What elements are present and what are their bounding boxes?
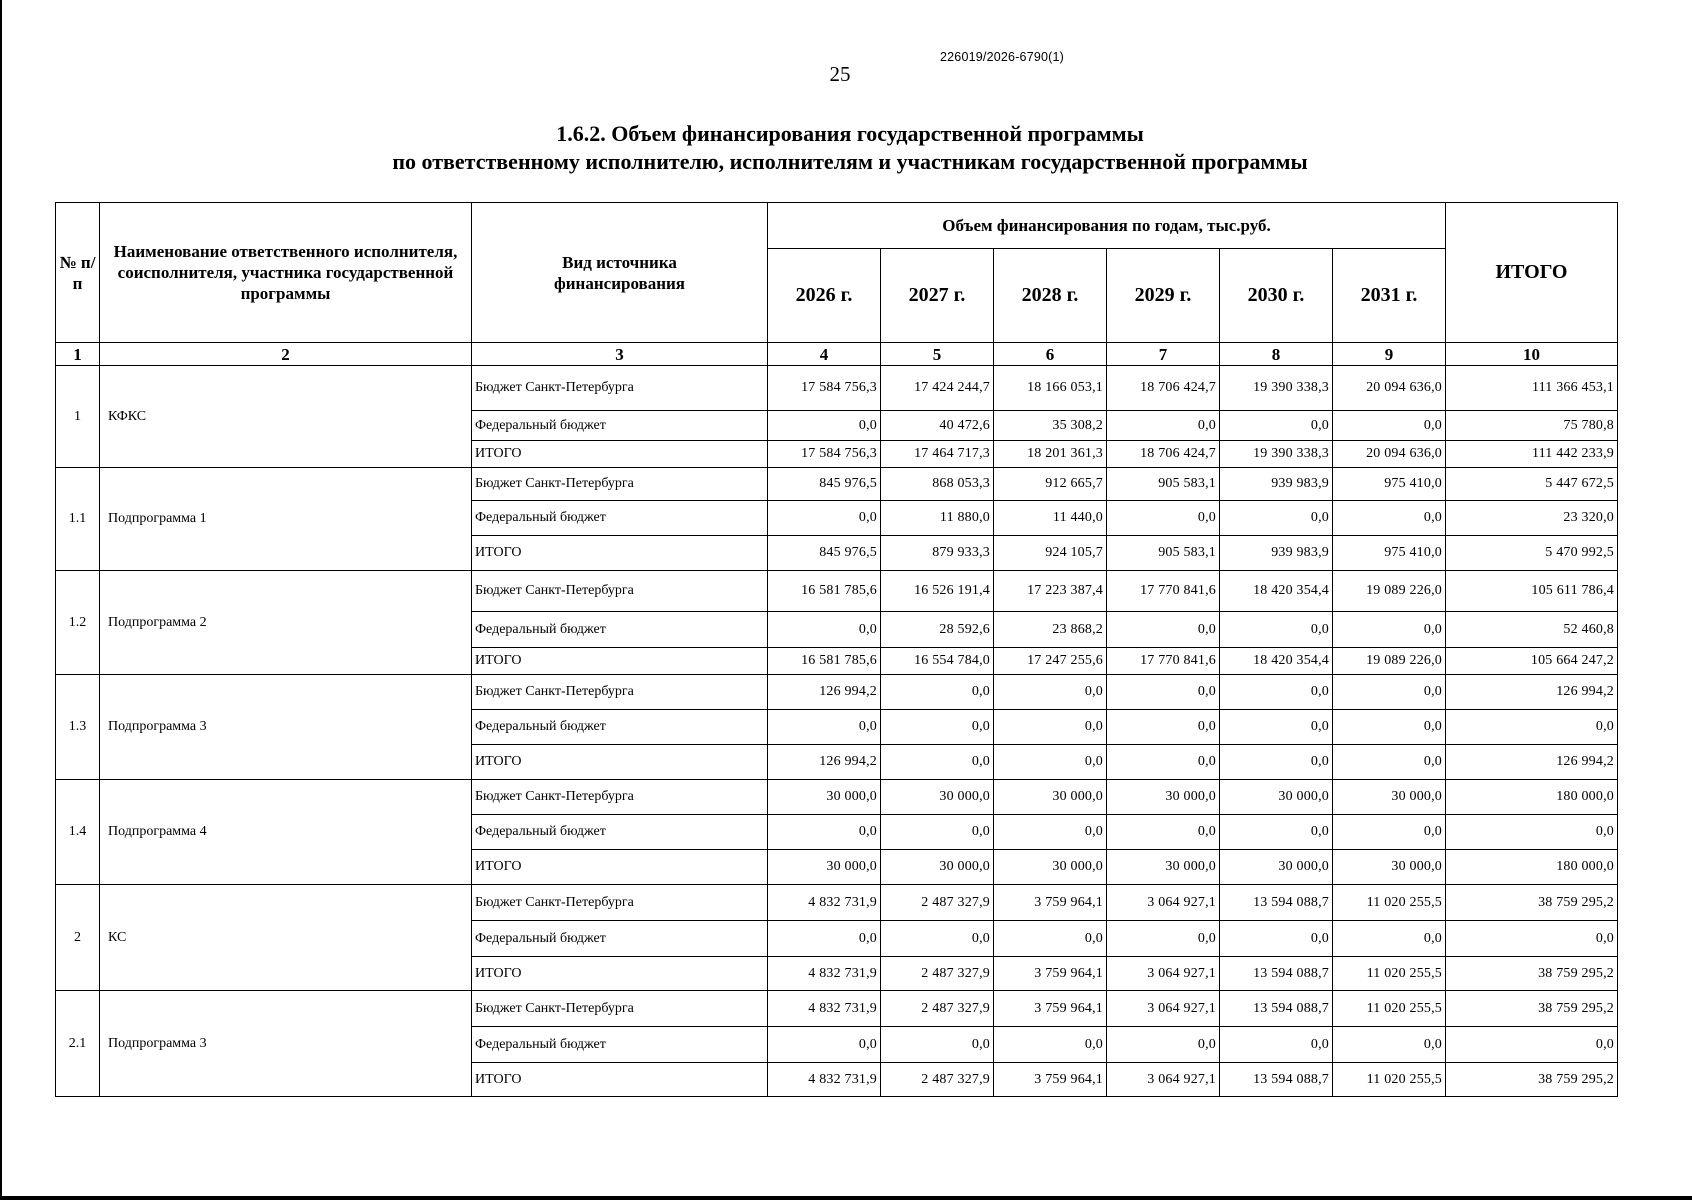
- year-amount: 2 487 327,9: [881, 885, 994, 921]
- row-total: 75 780,8: [1446, 411, 1618, 441]
- funding-source: Федеральный бюджет: [472, 411, 768, 441]
- year-amount: 4 832 731,9: [768, 991, 881, 1027]
- funding-source: Федеральный бюджет: [472, 612, 768, 648]
- year-amount: 0,0: [1333, 675, 1446, 710]
- year-amount: 845 976,5: [768, 536, 881, 571]
- year-amount: 0,0: [1107, 675, 1220, 710]
- year-amount: 3 064 927,1: [1107, 885, 1220, 921]
- funding-source: Бюджет Санкт-Петербурга: [472, 991, 768, 1027]
- row-total: 111 442 233,9: [1446, 441, 1618, 468]
- year-amount: 0,0: [1220, 411, 1333, 441]
- year-amount: 0,0: [1107, 1027, 1220, 1063]
- funding-source: ИТОГО: [472, 745, 768, 780]
- row-total: 5 470 992,5: [1446, 536, 1618, 571]
- scan-edge-bottom: [0, 1196, 1692, 1200]
- year-amount: 30 000,0: [1107, 850, 1220, 885]
- header-total: ИТОГО: [1446, 203, 1618, 343]
- funding-source: Бюджет Санкт-Петербурга: [472, 780, 768, 815]
- year-amount: 0,0: [994, 675, 1107, 710]
- year-amount: 3 064 927,1: [1107, 991, 1220, 1027]
- year-amount: 0,0: [881, 1027, 994, 1063]
- year-amount: 0,0: [768, 815, 881, 850]
- year-amount: 11 020 255,5: [1333, 1063, 1446, 1097]
- year-amount: 3 064 927,1: [1107, 957, 1220, 991]
- year-amount: 0,0: [1107, 612, 1220, 648]
- table-row: [56, 366, 1618, 411]
- year-amount: 17 223 387,4: [994, 571, 1107, 612]
- executor-name: Подпрограмма 2: [100, 571, 472, 675]
- year-amount: 30 000,0: [1333, 850, 1446, 885]
- year-amount: 19 089 226,0: [1333, 648, 1446, 675]
- funding-source: Бюджет Санкт-Петербурга: [472, 885, 768, 921]
- year-amount: 16 526 191,4: [881, 571, 994, 612]
- year-amount: 20 094 636,0: [1333, 366, 1446, 411]
- year-amount: 0,0: [1107, 815, 1220, 850]
- row-number: 1.2: [56, 571, 100, 675]
- executor-name: Подпрограмма 3: [100, 675, 472, 780]
- year-amount: 19 390 338,3: [1220, 366, 1333, 411]
- year-amount: 17 424 244,7: [881, 366, 994, 411]
- page-title: [200, 120, 1500, 176]
- year-amount: 0,0: [881, 745, 994, 780]
- year-amount: 0,0: [768, 1027, 881, 1063]
- executor-name: КФКС: [100, 366, 472, 468]
- year-amount: 18 706 424,7: [1107, 366, 1220, 411]
- year-amount: 30 000,0: [881, 780, 994, 815]
- year-amount: 4 832 731,9: [768, 957, 881, 991]
- year-amount: 11 020 255,5: [1333, 885, 1446, 921]
- year-amount: 30 000,0: [1107, 780, 1220, 815]
- year-amount: 18 420 354,4: [1220, 648, 1333, 675]
- column-number: 1: [56, 343, 100, 366]
- funding-source: Федеральный бюджет: [472, 710, 768, 745]
- year-amount: 40 472,6: [881, 411, 994, 441]
- year-amount: 939 983,9: [1220, 536, 1333, 571]
- table-row: [56, 675, 1618, 710]
- row-total: 5 447 672,5: [1446, 468, 1618, 501]
- funding-source: Федеральный бюджет: [472, 921, 768, 957]
- table-row: [56, 991, 1618, 1027]
- year-amount: 18 706 424,7: [1107, 441, 1220, 468]
- funding-source: Бюджет Санкт-Петербурга: [472, 571, 768, 612]
- year-amount: 3 759 964,1: [994, 1063, 1107, 1097]
- year-amount: 0,0: [1220, 815, 1333, 850]
- funding-source: Федеральный бюджет: [472, 501, 768, 536]
- table-row: [56, 780, 1618, 815]
- year-amount: 3 759 964,1: [994, 957, 1107, 991]
- year-amount: 126 994,2: [768, 675, 881, 710]
- year-amount: 0,0: [994, 1027, 1107, 1063]
- row-number: 1.3: [56, 675, 100, 780]
- column-number: 2: [100, 343, 472, 366]
- header-source: Вид источника финансирования: [472, 203, 768, 343]
- year-amount: 2 487 327,9: [881, 991, 994, 1027]
- year-amount: 30 000,0: [994, 850, 1107, 885]
- year-amount: 30 000,0: [768, 850, 881, 885]
- funding-source: ИТОГО: [472, 648, 768, 675]
- year-amount: 0,0: [1333, 612, 1446, 648]
- executor-name: Подпрограмма 4: [100, 780, 472, 885]
- page-title-line-2: по ответственному исполнителю, исполнителям и участникам государственной программы: [392, 149, 1308, 174]
- year-amount: 0,0: [768, 411, 881, 441]
- column-number: 9: [1333, 343, 1446, 366]
- year-amount: 2 487 327,9: [881, 1063, 994, 1097]
- year-amount: 3 064 927,1: [1107, 1063, 1220, 1097]
- year-amount: 868 053,3: [881, 468, 994, 501]
- header-volume: Объем финансирования по годам, тыс.руб.: [768, 203, 1446, 249]
- year-amount: 0,0: [1333, 921, 1446, 957]
- page-number: 25: [829, 62, 851, 86]
- year-amount: 0,0: [1333, 411, 1446, 441]
- table-row: [56, 885, 1618, 921]
- year-amount: 3 759 964,1: [994, 991, 1107, 1027]
- funding-source: Бюджет Санкт-Петербурга: [472, 468, 768, 501]
- year-amount: 0,0: [994, 745, 1107, 780]
- year-amount: 30 000,0: [881, 850, 994, 885]
- row-total: 180 000,0: [1446, 780, 1618, 815]
- year-amount: 0,0: [881, 921, 994, 957]
- row-total: 0,0: [1446, 1027, 1618, 1063]
- year-amount: 0,0: [1107, 501, 1220, 536]
- year-amount: 912 665,7: [994, 468, 1107, 501]
- year-amount: 0,0: [881, 710, 994, 745]
- header-year: 2029 г.: [1107, 249, 1220, 343]
- page-title-line-1: 1.6.2. Объем финансирования государственной программы: [556, 121, 1144, 146]
- header-year: 2030 г.: [1220, 249, 1333, 343]
- year-amount: 924 105,7: [994, 536, 1107, 571]
- row-number: 2: [56, 885, 100, 991]
- scan-edge-left: [0, 0, 2, 1200]
- year-amount: 0,0: [994, 710, 1107, 745]
- row-total: 38 759 295,2: [1446, 1063, 1618, 1097]
- funding-source: ИТОГО: [472, 1063, 768, 1097]
- year-amount: 2 487 327,9: [881, 957, 994, 991]
- year-amount: 28 592,6: [881, 612, 994, 648]
- header-num: № п/п: [56, 203, 100, 343]
- year-amount: 13 594 088,7: [1220, 1063, 1333, 1097]
- year-amount: 17 247 255,6: [994, 648, 1107, 675]
- year-amount: 18 166 053,1: [994, 366, 1107, 411]
- row-total: 105 664 247,2: [1446, 648, 1618, 675]
- year-amount: 13 594 088,7: [1220, 957, 1333, 991]
- year-amount: 30 000,0: [1220, 850, 1333, 885]
- year-amount: 0,0: [1220, 745, 1333, 780]
- year-amount: 0,0: [1333, 815, 1446, 850]
- header-year: 2027 г.: [881, 249, 994, 343]
- funding-source: Бюджет Санкт-Петербурга: [472, 675, 768, 710]
- executor-name: Подпрограмма 3: [100, 991, 472, 1097]
- year-amount: 0,0: [1333, 501, 1446, 536]
- row-total: 38 759 295,2: [1446, 885, 1618, 921]
- year-amount: 30 000,0: [768, 780, 881, 815]
- year-amount: 23 868,2: [994, 612, 1107, 648]
- year-amount: 0,0: [768, 710, 881, 745]
- year-amount: 16 581 785,6: [768, 648, 881, 675]
- year-amount: 0,0: [768, 921, 881, 957]
- year-amount: 0,0: [1333, 710, 1446, 745]
- year-amount: 0,0: [768, 501, 881, 536]
- year-amount: 0,0: [1107, 710, 1220, 745]
- year-amount: 0,0: [1220, 921, 1333, 957]
- row-total: 38 759 295,2: [1446, 957, 1618, 991]
- row-total: 23 320,0: [1446, 501, 1618, 536]
- funding-source: Федеральный бюджет: [472, 1027, 768, 1063]
- row-total: 52 460,8: [1446, 612, 1618, 648]
- header-year: 2028 г.: [994, 249, 1107, 343]
- column-number: 8: [1220, 343, 1333, 366]
- year-amount: 17 584 756,3: [768, 366, 881, 411]
- column-number: 7: [1107, 343, 1220, 366]
- year-amount: 0,0: [1220, 612, 1333, 648]
- executor-name: Подпрограмма 1: [100, 468, 472, 571]
- document-registration-number: 226019/2026-6790(1): [940, 50, 1065, 64]
- funding-source: ИТОГО: [472, 957, 768, 991]
- year-amount: 11 020 255,5: [1333, 991, 1446, 1027]
- column-number: 6: [994, 343, 1107, 366]
- row-total: 180 000,0: [1446, 850, 1618, 885]
- column-number: 4: [768, 343, 881, 366]
- row-total: 0,0: [1446, 710, 1618, 745]
- column-number: 10: [1446, 343, 1618, 366]
- year-amount: 13 594 088,7: [1220, 991, 1333, 1027]
- year-amount: 19 390 338,3: [1220, 441, 1333, 468]
- funding-source: ИТОГО: [472, 536, 768, 571]
- year-amount: 20 094 636,0: [1333, 441, 1446, 468]
- column-number: 5: [881, 343, 994, 366]
- year-amount: 18 420 354,4: [1220, 571, 1333, 612]
- year-amount: 975 410,0: [1333, 536, 1446, 571]
- row-number: 1.1: [56, 468, 100, 571]
- year-amount: 16 554 784,0: [881, 648, 994, 675]
- year-amount: 16 581 785,6: [768, 571, 881, 612]
- executor-name: КС: [100, 885, 472, 991]
- year-amount: 0,0: [1220, 501, 1333, 536]
- year-amount: 11 020 255,5: [1333, 957, 1446, 991]
- year-amount: 0,0: [1220, 675, 1333, 710]
- column-number-row: [56, 343, 1618, 366]
- row-number: 2.1: [56, 991, 100, 1097]
- year-amount: 0,0: [1107, 921, 1220, 957]
- year-amount: 35 308,2: [994, 411, 1107, 441]
- year-amount: 17 770 841,6: [1107, 648, 1220, 675]
- table-row: [56, 571, 1618, 612]
- row-number: 1: [56, 366, 100, 468]
- year-amount: 0,0: [881, 815, 994, 850]
- year-amount: 845 976,5: [768, 468, 881, 501]
- year-amount: 3 759 964,1: [994, 885, 1107, 921]
- year-amount: 11 880,0: [881, 501, 994, 536]
- year-amount: 19 089 226,0: [1333, 571, 1446, 612]
- year-amount: 975 410,0: [1333, 468, 1446, 501]
- year-amount: 18 201 361,3: [994, 441, 1107, 468]
- year-amount: 905 583,1: [1107, 468, 1220, 501]
- row-total: 126 994,2: [1446, 745, 1618, 780]
- year-amount: 0,0: [1333, 745, 1446, 780]
- year-amount: 905 583,1: [1107, 536, 1220, 571]
- year-amount: 13 594 088,7: [1220, 885, 1333, 921]
- row-total: 111 366 453,1: [1446, 366, 1618, 411]
- year-amount: 939 983,9: [1220, 468, 1333, 501]
- year-amount: 30 000,0: [1333, 780, 1446, 815]
- year-amount: 30 000,0: [1220, 780, 1333, 815]
- year-amount: 0,0: [1220, 1027, 1333, 1063]
- row-total: 38 759 295,2: [1446, 991, 1618, 1027]
- year-amount: 0,0: [994, 921, 1107, 957]
- year-amount: 30 000,0: [994, 780, 1107, 815]
- year-amount: 0,0: [1107, 411, 1220, 441]
- table-row: [56, 468, 1618, 501]
- column-number: 3: [472, 343, 768, 366]
- year-amount: 17 464 717,3: [881, 441, 994, 468]
- row-total: 126 994,2: [1446, 675, 1618, 710]
- funding-source: Бюджет Санкт-Петербурга: [472, 366, 768, 411]
- row-number: 1.4: [56, 780, 100, 885]
- year-amount: 0,0: [881, 675, 994, 710]
- header-year: 2026 г.: [768, 249, 881, 343]
- year-amount: 0,0: [1107, 745, 1220, 780]
- year-amount: 4 832 731,9: [768, 885, 881, 921]
- year-amount: 11 440,0: [994, 501, 1107, 536]
- year-amount: 0,0: [1220, 710, 1333, 745]
- year-amount: 126 994,2: [768, 745, 881, 780]
- year-amount: 0,0: [994, 815, 1107, 850]
- row-total: 0,0: [1446, 921, 1618, 957]
- funding-source: ИТОГО: [472, 850, 768, 885]
- header-year: 2031 г.: [1333, 249, 1446, 343]
- year-amount: 879 933,3: [881, 536, 994, 571]
- row-total: 0,0: [1446, 815, 1618, 850]
- header-name: Наименование ответственного исполнителя, соисполнителя, участника государственной программы: [100, 203, 472, 343]
- year-amount: 17 584 756,3: [768, 441, 881, 468]
- row-total: 105 611 786,4: [1446, 571, 1618, 612]
- funding-source: Федеральный бюджет: [472, 815, 768, 850]
- year-amount: 17 770 841,6: [1107, 571, 1220, 612]
- year-amount: 0,0: [1333, 1027, 1446, 1063]
- year-amount: 4 832 731,9: [768, 1063, 881, 1097]
- financing-table: [55, 202, 1618, 1097]
- funding-source: ИТОГО: [472, 441, 768, 468]
- year-amount: 0,0: [768, 612, 881, 648]
